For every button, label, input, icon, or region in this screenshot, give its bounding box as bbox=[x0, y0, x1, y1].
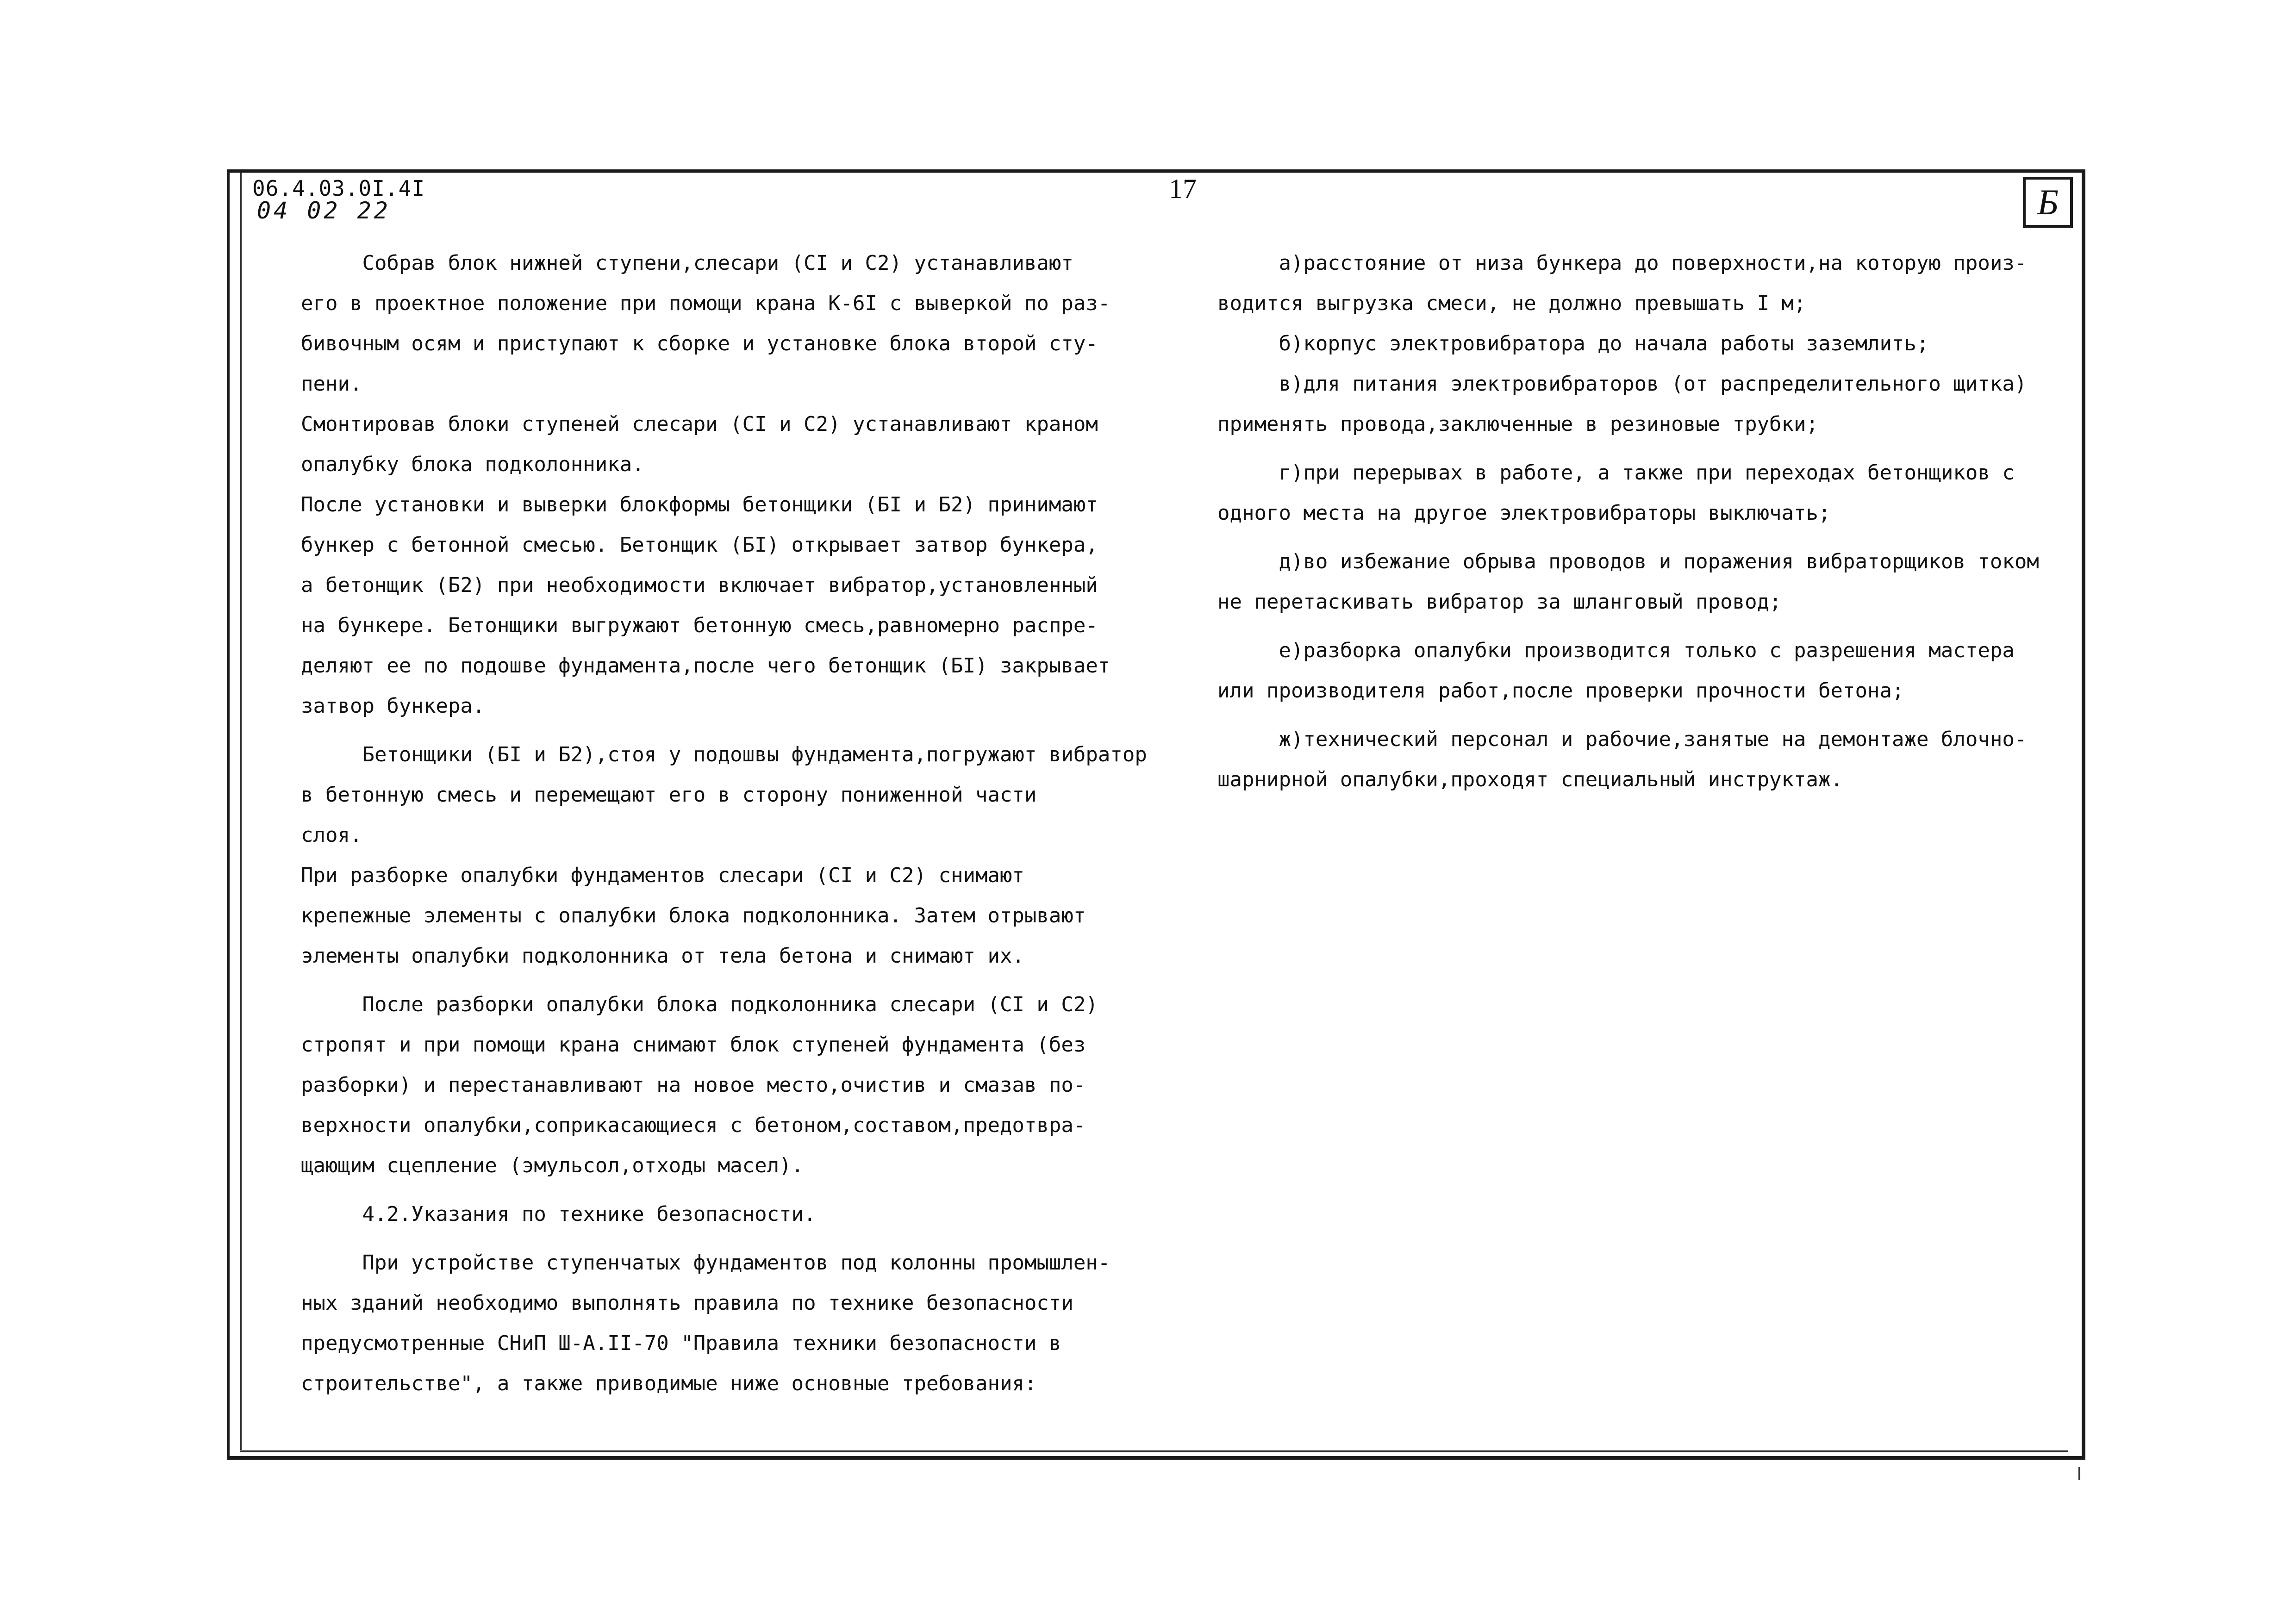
text-line: крепежные элементы с опалубки блока подколонника. Затем отрывают bbox=[301, 904, 1086, 927]
text-line: пени. bbox=[301, 372, 362, 396]
text-line: Бетонщики (БI и Б2),стоя у подошвы фундамента,погружают вибратор bbox=[301, 743, 1147, 766]
text-line: При устройстве ступенчатых фундаментов под колонны промышлен- bbox=[301, 1251, 1111, 1275]
text-line: После разборки опалубки блока подколонника слесари (СI и С2) bbox=[301, 993, 1098, 1016]
paragraph-gap bbox=[301, 1234, 1147, 1243]
text-line: При разборке опалубки фундаментов слесари (СI и С2) снимают bbox=[301, 864, 1024, 887]
frame-inner-bottom-line bbox=[240, 1450, 2068, 1452]
page-number: 17 bbox=[1169, 174, 1197, 204]
text-line: шарнирной опалубки,проходят специальный инструктаж. bbox=[1217, 768, 1843, 791]
text-line: не перетаскивать вибратор за шланговый провод; bbox=[1217, 590, 1782, 614]
text-line: применять провода,заключенные в резиновые трубки; bbox=[1217, 412, 1819, 436]
text-line: ж)технический персонал и рабочие,занятые на демонтаже блочно- bbox=[1217, 728, 2027, 751]
text-line: Смонтировав блоки ступеней слесари (СI и С2) устанавливают краном bbox=[301, 412, 1098, 436]
frame-tick-mark bbox=[2078, 1467, 2080, 1480]
text-line: верхности опалубки,соприкасающиеся с бетоном,составом,предотвра- bbox=[301, 1114, 1086, 1137]
text-line: б)корпус электровибратора до начала работы заземлить; bbox=[1217, 332, 1929, 355]
document-subcode: 04 02 22 bbox=[257, 197, 391, 224]
text-line: бункер с бетонной смесью. Бетонщик (БI) открывает затвор бункера, bbox=[301, 533, 1098, 557]
text-line: ных зданий необходимо выполнять правила по технике безопасности bbox=[301, 1291, 1073, 1315]
text-line: на бункере. Бетонщики выгружают бетонную смесь,равномерно распре- bbox=[301, 614, 1098, 637]
text-line: д)во избежание обрыва проводов и поражения вибраторщиков током bbox=[1217, 550, 2039, 573]
paragraph-gap bbox=[1217, 444, 2039, 453]
text-line: строительстве", а также приводимые ниже основные требования: bbox=[301, 1372, 1037, 1395]
text-line: водится выгрузка смеси, не должно превышать I м; bbox=[1217, 292, 1806, 315]
frame-inner-left-line bbox=[240, 173, 242, 1450]
text-line: его в проектное положение при помощи крана К-6I с выверкой по раз- bbox=[301, 292, 1111, 315]
document-code: 06.4.03.0I.4I bbox=[252, 176, 425, 201]
text-line: или производителя работ,после проверки прочности бетона; bbox=[1217, 679, 1904, 703]
paragraph-gap bbox=[301, 726, 1147, 734]
text-line: г)при перерывах в работе, а также при переходах бетонщиков с bbox=[1217, 461, 2015, 485]
text-line: Собрав блок нижней ступени,слесари (СI и С2) устанавливают bbox=[301, 251, 1073, 275]
left-text-column bbox=[301, 243, 1147, 1404]
text-line: После установки и выверки блокформы бетонщики (БI и Б2) принимают bbox=[301, 493, 1098, 516]
text-line: разборки) и перестанавливают на новое место,очистив и смазав по- bbox=[301, 1073, 1086, 1097]
text-line: в)для питания электровибраторов (от распределительного щитка) bbox=[1217, 372, 2027, 396]
text-line: щающим сцепление (эмульсол,отходы масел). bbox=[301, 1154, 804, 1177]
paragraph-gap bbox=[1217, 622, 2039, 630]
text-line: опалубку блока подколонника. bbox=[301, 453, 644, 476]
paragraph-gap bbox=[1217, 711, 2039, 719]
text-line: затвор бункера. bbox=[301, 694, 485, 718]
text-line: а)расстояние от низа бункера до поверхности,на которую произ- bbox=[1217, 251, 2027, 275]
text-line: бивочным осям и приступают к сборке и установке блока второй сту- bbox=[301, 332, 1098, 355]
text-line: стропят и при помощи крана снимают блок ступеней фундамента (без bbox=[301, 1033, 1086, 1057]
paragraph-gap bbox=[1217, 533, 2039, 541]
sheet-mark-box bbox=[2023, 177, 2073, 228]
paragraph-gap bbox=[301, 1186, 1147, 1194]
text-line: в бетонную смесь и перемещают его в сторону пониженной части bbox=[301, 783, 1037, 807]
sheet-mark: Б bbox=[2037, 182, 2059, 222]
text-line: слоя. bbox=[301, 823, 362, 847]
right-text-column bbox=[1217, 243, 2039, 800]
text-line: предусмотренные СНиП Ш-А.II-70 "Правила техники безопасности в bbox=[301, 1332, 1061, 1355]
text-line: а бетонщик (Б2) при необходимости включает вибратор,установленный bbox=[301, 573, 1098, 597]
text-line: деляют ее по подошве фундамента,после чего бетонщик (БI) закрывает bbox=[301, 654, 1111, 678]
text-line: одного места на другое электровибраторы выключать; bbox=[1217, 501, 1831, 525]
paragraph-gap bbox=[301, 976, 1147, 984]
text-line: элементы опалубки подколонника от тела бетона и снимают их. bbox=[301, 944, 1024, 968]
text-line: е)разборка опалубки производится только с разрешения мастера bbox=[1217, 639, 2015, 662]
text-line: 4.2.Указания по технике безопасности. bbox=[301, 1202, 816, 1226]
